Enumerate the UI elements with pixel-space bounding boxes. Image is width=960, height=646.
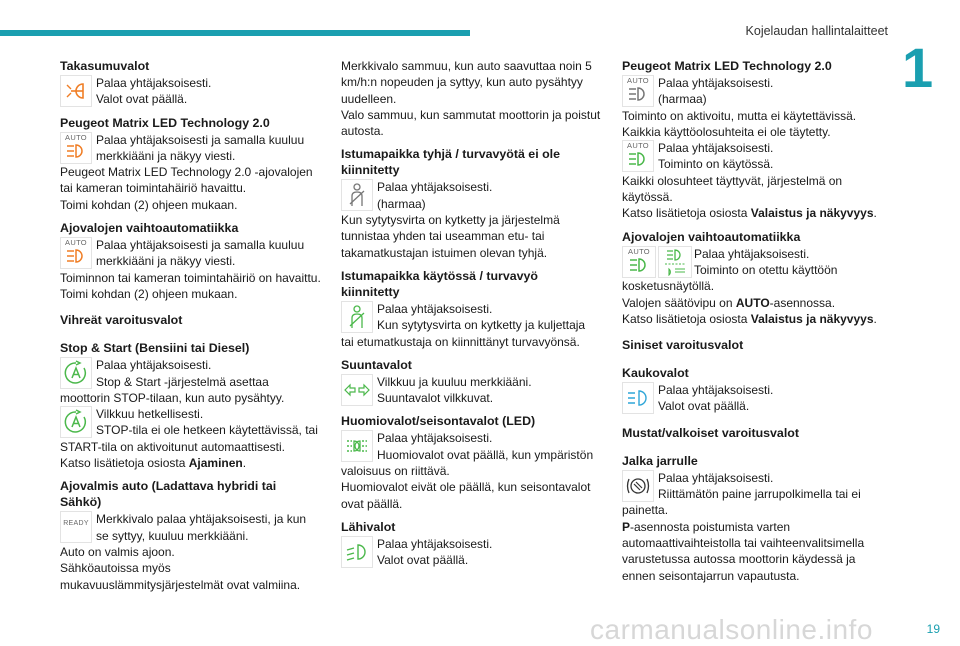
entry-text: Kun sytytysvirta on kytketty ja kuljettaja (377, 318, 586, 333)
entry-text: Katso lisätietoja osiosta Valaistus ja näkyvyys. (622, 206, 877, 221)
watermark: carmanualsonline.info (590, 614, 873, 645)
indicator-entry (622, 140, 890, 173)
entry-text: se syttyy, kuuluu merkkiääni. (96, 528, 249, 543)
entry-text: Kaikki olosuhteet täyttyvät, järjestelmä on (622, 173, 843, 188)
entry-text: Peugeot Matrix LED Technology 2.0 -ajovalojen (60, 165, 313, 180)
auto-headlamp-icon: AUTO (60, 132, 92, 164)
entry-text: varustetussa autossa moottorin käydessä ja (622, 552, 856, 567)
indicator-entry (60, 511, 328, 544)
entry-text: ennen seisontajarrun vapautusta. (622, 568, 800, 583)
entry-text: autosta. (341, 124, 384, 139)
group-title-blue: Siniset varoitusvalot (622, 338, 744, 353)
entry-text: tai etumatkustaja on kiinnittänyt turvavyönsä. (341, 334, 580, 349)
entry-text: moottorin STOP-tilaan, kun auto pysähtyy. (60, 390, 285, 405)
entry-text: Palaa yhtäjaksoisesti. (377, 180, 493, 195)
indicator-entry (60, 357, 328, 390)
section-title: Takasumuvalot (60, 59, 150, 73)
section-title: Suuntavalot (341, 357, 412, 372)
entry-text: Toiminnon tai kameran toimintahäiriö on havaittu. (60, 270, 321, 285)
entry-text: tai kameran toimintahäiriö havaittu. (60, 181, 247, 196)
cross-reference: Valaistus ja näkyvyys (750, 206, 874, 221)
section-title: Stop & Start (Bensiini tai Diesel) (60, 341, 250, 356)
chapter-number: 1 (902, 36, 934, 99)
cross-reference: P (622, 519, 631, 534)
entry-text: Kaikkia käyttöolosuhteita ei ole täytetty. (622, 124, 831, 139)
cross-reference: AUTO (735, 295, 770, 310)
auto-headlamp-icon: AUTO (622, 246, 656, 278)
entry-text: Huomiovalot eivät ole päällä, kun seisontavalot (341, 480, 591, 495)
section-title: Istumapaikka käytössä / turvavyö kiinnitetty (341, 268, 538, 299)
entry-text: Valot ovat päällä. (377, 553, 469, 568)
indicator-entry (622, 470, 890, 503)
group-title-black-white: Mustat/valkoiset varoitusvalot (622, 425, 799, 440)
entry-text: Palaa yhtäjaksoisesti. (377, 301, 493, 316)
sidelights-icon (341, 430, 373, 462)
page-number: 19 (926, 622, 940, 636)
stop-start-icon (60, 406, 92, 438)
entry-text: mukavuuslämmitysjärjestelmät ovat valmiina. (60, 577, 301, 592)
cross-reference: Ajaminen (188, 456, 243, 471)
entry-text: takamatkustajan istuimen olevan tyhjä. (341, 245, 548, 260)
entry-text: (harmaa) (658, 92, 707, 107)
entry-text: Kun sytytysvirta on kytketty ja järjestelmä (341, 213, 560, 228)
indicator-entry (622, 382, 890, 415)
entry-text: merkkiääni ja näkyy viesti. (96, 148, 236, 163)
column-3 (622, 58, 890, 584)
entry-text: valoisuus on riittävä. (341, 464, 450, 479)
entry-text: Palaa yhtäjaksoisesti. (658, 470, 774, 485)
indicator-entry (622, 246, 890, 279)
section-title: Istumapaikka tyhjä / turvavyötä ei ole kiinnitetty (341, 147, 560, 178)
entry-text: Merkkivalo palaa yhtäjaksoisesti, ja kun (96, 512, 307, 527)
entry-text: Valot ovat päällä. (96, 92, 188, 107)
entry-text: tunnistaa yhden tai useamman etu- tai (341, 229, 545, 244)
entry-text: Palaa yhtäjaksoisesti. (96, 358, 212, 373)
entry-text: Huomiovalot ovat päällä, kun ympäristön (377, 447, 594, 462)
entry-text: Toimi kohdan (2) ohjeen mukaan. (60, 197, 238, 212)
entry-text: Palaa yhtäjaksoisesti. (658, 141, 774, 156)
header-accent-bar (0, 30, 470, 36)
section-title: Lähivalot (341, 519, 396, 534)
entry-text: Auto on valmis ajoon. (60, 544, 175, 559)
entry-text: P-asennosta poistumista varten (622, 519, 791, 534)
indicator-entry (60, 75, 328, 108)
entry-text: uudelleen. (341, 91, 397, 106)
indicator-entry (341, 374, 609, 407)
entry-text: (harmaa) (377, 196, 426, 211)
entry-text: Toiminto on otettu käyttöön (694, 262, 838, 277)
entry-text: Palaa yhtäjaksoisesti. (377, 536, 493, 551)
entry-text: Sähköautoissa myös (60, 561, 171, 576)
entry-text: Riittämätön paine jarrupolkimella tai ei (658, 487, 861, 502)
entry-text: Palaa yhtäjaksoisesti. (96, 76, 212, 90)
stop-start-icon (60, 357, 92, 389)
section-title: Peugeot Matrix LED Technology 2.0 (622, 59, 832, 73)
indicator-entry (341, 179, 609, 212)
indicator-entry (341, 301, 609, 334)
section-title: Ajovalojen vaihtoautomatiikka (60, 221, 239, 236)
low-beam-icon (341, 536, 373, 568)
entry-text: Palaa yhtäjaksoisesti ja samalla kuuluu (96, 132, 305, 147)
entry-text: Suuntavalot vilkkuvat. (377, 391, 494, 406)
group-title-green: Vihreät varoitusvalot (60, 313, 183, 328)
entry-text: STOP-tila ei ole hetkeen käytettävissä, tai (96, 423, 318, 438)
entry-text: Merkkivalo sammuu, kun auto saavuttaa noin 5 (341, 59, 592, 73)
section-title: Kaukovalot (622, 366, 689, 381)
entry-text: Katso lisätietoja osiosta Valaistus ja näkyvyys. (622, 311, 877, 326)
indicator-entry (60, 406, 328, 439)
entry-text: Palaa yhtäjaksoisesti. (658, 383, 774, 398)
entry-text: km/h:n nopeuden ja syttyy, kun auto pysähtyy (341, 75, 583, 90)
entry-text: Katso lisätietoja osiosta Ajaminen. (60, 456, 247, 471)
indicator-entry (60, 132, 328, 165)
entry-text: Valot ovat päällä. (658, 399, 750, 414)
auto-headlamp-icon: AUTO (60, 237, 92, 269)
entry-text: automaattivaihteistolla tai vaihteenvalitsimella (622, 535, 865, 550)
indicator-entry (622, 75, 890, 108)
page-header-title: Kojelaudan hallintalaitteet (745, 24, 888, 38)
entry-text: START-tila on aktivoitunut automaattisesti. (60, 439, 285, 454)
section-title: Jalka jarrulle (622, 453, 698, 468)
indicator-entry (341, 430, 609, 463)
entry-text: ovat päällä. (341, 496, 403, 511)
column-2 (341, 58, 609, 569)
cross-reference: Valaistus ja näkyvyys (750, 311, 874, 326)
section-title: Huomiovalot/seisontavalot (LED) (341, 414, 536, 429)
column-1 (60, 58, 328, 593)
section-title: Ajovalmis auto (Ladattava hybridi tai Sähkö) (60, 479, 277, 510)
entry-text: Palaa yhtäjaksoisesti. (377, 431, 493, 446)
entry-text: Palaa yhtäjaksoisesti. (694, 246, 810, 261)
entry-text: Palaa yhtäjaksoisesti ja samalla kuuluu (96, 238, 305, 253)
touchscreen-headlamp-icon (658, 246, 692, 278)
ready-icon: READY (60, 511, 92, 543)
entry-text: Stop & Start -järjestelmä asettaa (96, 374, 269, 389)
indicator-entry (60, 237, 328, 270)
auto-headlamp-icon: AUTO (622, 140, 654, 172)
auto-headlamp-icon: AUTO (622, 75, 654, 107)
indicator-entry (341, 536, 609, 569)
entry-text: painetta. (622, 503, 669, 518)
rear-fog-icon (60, 75, 92, 107)
entry-text: Toiminto on aktivoitu, mutta ei käytettävissä. (622, 108, 857, 123)
seatbelt-empty-icon (341, 179, 373, 211)
seatbelt-fastened-icon (341, 301, 373, 333)
entry-text: Toiminto on käytössä. (658, 157, 774, 172)
section-title: Peugeot Matrix LED Technology 2.0 (60, 115, 270, 130)
brake-pedal-icon (622, 470, 654, 502)
entry-text: Vilkkuu ja kuuluu merkkiääni. (377, 374, 532, 389)
entry-text: Valo sammuu, kun sammutat moottorin ja poistut (341, 107, 601, 122)
entry-text: merkkiääni ja näkyy viesti. (96, 254, 236, 269)
entry-text: kosketusnäytöllä. (622, 279, 715, 294)
turn-signals-icon (341, 374, 373, 406)
section-title: Ajovalojen vaihtoautomatiikka (622, 229, 801, 244)
high-beam-icon (622, 382, 654, 414)
entry-text: Toimi kohdan (2) ohjeen mukaan. (60, 286, 238, 301)
entry-text: Palaa yhtäjaksoisesti. (658, 76, 774, 90)
entry-text: Vilkkuu hetkellisesti. (96, 407, 204, 422)
entry-text: käytössä. (622, 190, 673, 205)
entry-text: Valojen säätövipu on AUTO-asennossa. (622, 295, 836, 310)
